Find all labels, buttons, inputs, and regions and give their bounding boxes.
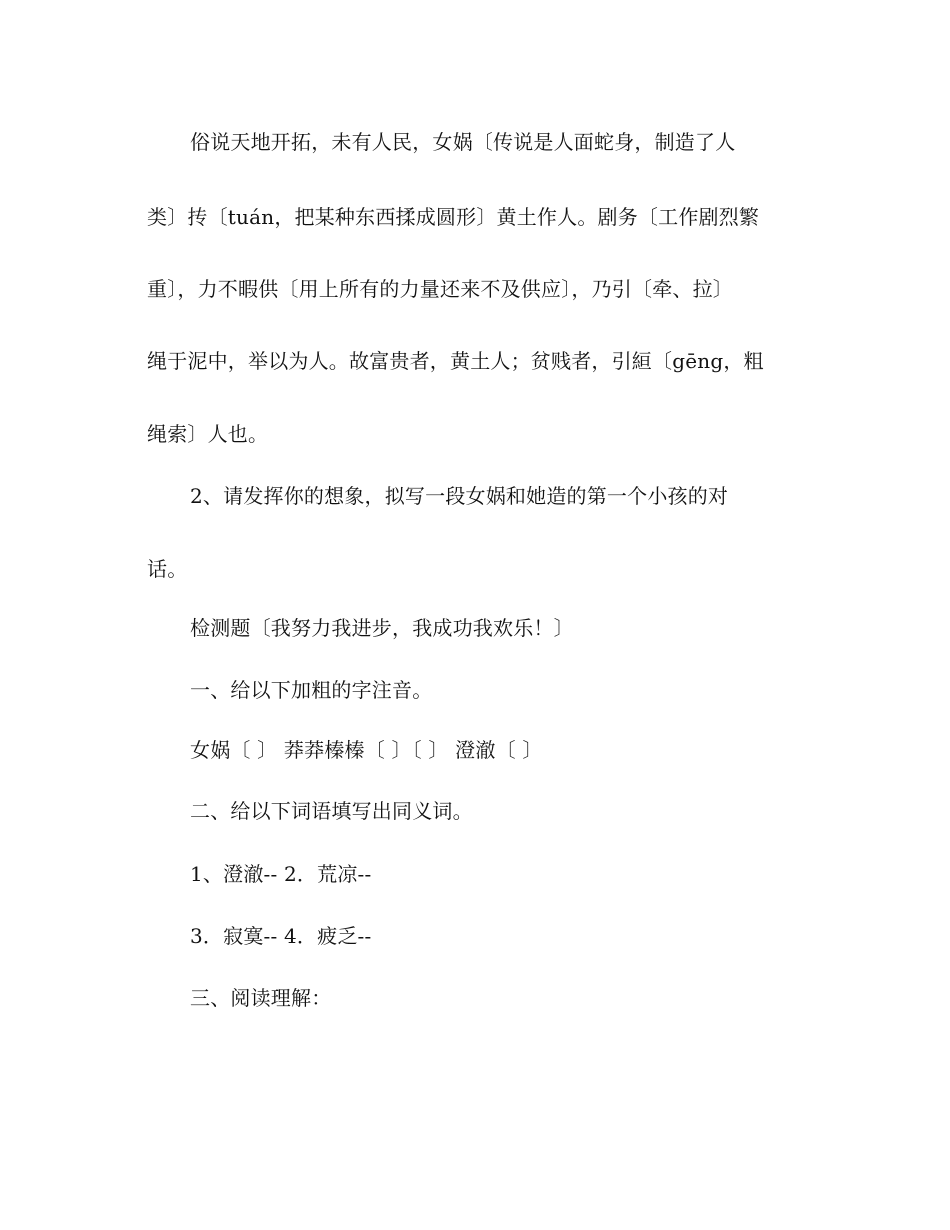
test-title: 检测题〔我努力我进步，我成功我欢乐！〕	[190, 616, 574, 640]
section2-heading: 二、给以下词语填写出同义词。	[190, 799, 473, 823]
paragraph1-line5: 绳索〕人也。	[147, 422, 269, 446]
section1-items: 女娲〔 〕 莽莽榛榛〔 〕〔 〕 澄澈〔 〕	[190, 738, 543, 762]
paragraph1-line4: 绳于泥中，举以为人。故富贵者，黄土人；贫贱者，引絙〔gēng，粗	[147, 349, 764, 373]
paragraph1-line3: 重〕，力不暇供〔用上所有的力量还来不及供应〕，乃引〔牵、拉〕	[147, 277, 733, 301]
question2-line1: 2、请发挥你的想象，拟写一段女娲和她造的第一个小孩的对	[190, 484, 729, 508]
section3-heading: 三、阅读理解：	[190, 986, 332, 1010]
section2-row2: 3．寂寞-- 4．疲乏--	[190, 924, 372, 948]
paragraph1-line2: 类〕抟〔tuán，把某种东西揉成圆形〕黄土作人。剧务〔工作剧烈繁	[147, 205, 760, 229]
section2-row1: 1、澄澈-- 2．荒凉--	[190, 862, 372, 886]
paragraph1-line1: 俗说天地开拓，未有人民，女娲〔传说是人面蛇身，制造了人	[190, 130, 736, 154]
question2-line2: 话。	[147, 557, 188, 581]
section1-heading: 一、给以下加粗的字注音。	[190, 678, 433, 702]
